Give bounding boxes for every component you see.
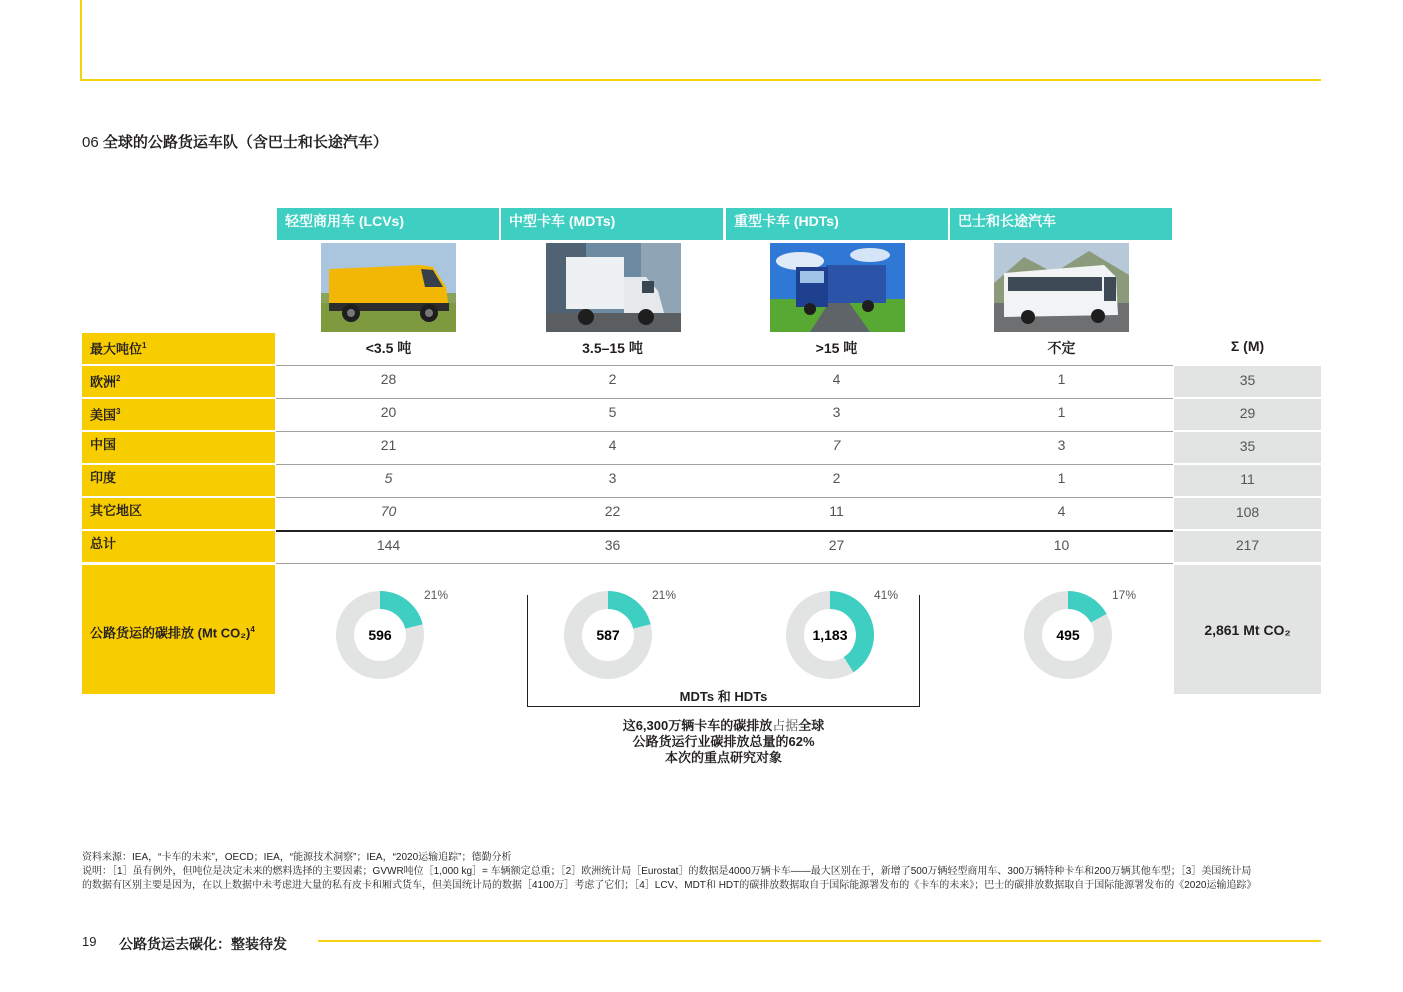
donut-percent-label: 21% — [424, 588, 449, 602]
blue-semi-truck-image — [770, 243, 905, 332]
explanation-note-2: 的数据有区别主要是因为，在以上数据中未考虑进大量的私有皮卡和厢式货车，但美国统计局的数据［4100万］考虑了它们；［4］LCV、MDT和 HDT的碳排放数据取自于国际能源署发布的《卡车的未来》；巴士的碳排放数据取自于国际能源署发布的《2020运输追踪》 — [82, 880, 1257, 891]
footer-title: 公路货运去碳化：整装待发 — [119, 936, 287, 952]
donut-lcv — [330, 585, 460, 685]
cell-usa-lcv: 20 — [380, 404, 397, 420]
donut-percent-label: 21% — [652, 588, 677, 602]
explanation-note-1: 说明：［1］虽有例外，但吨位是决定未来的燃料选择的主要因素；GVWR吨位［1,000 kg］= 车辆额定总重；［2］欧洲统计局［Eurostat］的数据是4000万辆卡车——最大区别在于，新增了500万辆轻型商用车、300万辆特种卡车和200万辆其他车型；［3］美国统计局 — [82, 866, 1252, 877]
donut-percent-label: 17% — [1112, 588, 1137, 602]
row-label-emissions: 公路货运的碳排放 (Mt CO₂)$^4$ — [82, 565, 275, 694]
footnotes — [82, 851, 1312, 893]
source-note: 资料来源：IEA，“卡车的未来”，OECD；IEA，“能源技术洞察”；IEA，“2020运输追踪”；德勤分析 — [82, 852, 512, 863]
donut-bus — [1018, 585, 1148, 685]
row-label-max-tonnage: 最大吨位$^1$ — [82, 333, 275, 364]
cell-europe-lcv: 28 — [380, 371, 397, 387]
cell-total-bus: 10 — [1053, 537, 1070, 553]
cell-europe-mdt: 2 — [608, 371, 617, 387]
yellow-van-image — [321, 243, 456, 332]
donut-value: 1,183 — [812, 627, 848, 643]
tonnage-hdt: >15 吨 — [815, 340, 858, 356]
row-divider — [276, 497, 1173, 498]
cell-china-mdt: 4 — [608, 437, 617, 453]
sum-europe: 35 — [1174, 366, 1321, 397]
category-header-lcv: 轻型商用车 (LCVs) — [277, 208, 499, 240]
tonnage-mdt: 3.5–15 吨 — [582, 340, 643, 356]
row-label-europe: 欧洲$^2$ — [82, 366, 275, 397]
row-label-total: 总计 — [82, 531, 275, 562]
cell-other-lcv: 70 — [380, 503, 397, 519]
cell-india-lcv: 5 — [384, 470, 393, 486]
sum-india: 11 — [1174, 465, 1321, 496]
cell-europe-hdt: 4 — [832, 371, 841, 387]
category-header-bus: 巴士和长途汽车 — [950, 208, 1172, 240]
sum-total: 217 — [1174, 531, 1321, 562]
emissions-total: 2,861 Mt CO₂ — [1174, 565, 1321, 694]
white-box-truck-image — [546, 243, 681, 332]
row-label-india: 印度 — [82, 465, 275, 496]
cell-total-mdt: 36 — [604, 537, 621, 553]
total-divider — [276, 530, 1173, 532]
cell-total-lcv: 144 — [376, 537, 401, 553]
row-label-china: 中国 — [82, 432, 275, 463]
donut-value: 596 — [368, 627, 392, 643]
tonnage-lcv: <3.5 吨 — [365, 340, 412, 356]
figure-title — [82, 131, 388, 152]
figure-title-text: 全球的公路货运车队（含巴士和长途汽车） — [102, 134, 388, 151]
cell-usa-bus: 1 — [1057, 404, 1066, 420]
bracket-label: MDTs 和 HDTs — [679, 689, 768, 704]
donut-mdt — [558, 585, 688, 685]
row-label-usa: 美国$^3$ — [82, 399, 275, 430]
white-coach-bus-image — [994, 243, 1129, 332]
donut-hdt — [780, 585, 910, 685]
cell-usa-hdt: 3 — [832, 404, 841, 420]
cell-india-bus: 1 — [1057, 470, 1066, 486]
top-vertical-rule — [80, 0, 82, 80]
cell-china-lcv: 21 — [380, 437, 397, 453]
callout-text: 这6,300万辆卡车的碳排放占据全球 公路货运行业碳排放总量的62% 本次的重点研究对象 — [622, 718, 825, 765]
cell-europe-bus: 1 — [1057, 371, 1066, 387]
cell-other-hdt: 11 — [829, 503, 844, 519]
top-horizontal-rule — [80, 79, 1321, 81]
row-divider — [276, 464, 1173, 465]
category-header-hdt: 重型卡车 (HDTs) — [726, 208, 948, 240]
cell-total-hdt: 27 — [828, 537, 845, 553]
footer-rule — [318, 940, 1321, 942]
cell-other-mdt: 22 — [604, 503, 621, 519]
cell-india-hdt: 2 — [832, 470, 841, 486]
cell-usa-mdt: 5 — [608, 404, 617, 420]
cell-china-bus: 3 — [1057, 437, 1066, 453]
donut-value: 495 — [1056, 627, 1080, 643]
category-header-mdt: 中型卡车 (MDTs) — [501, 208, 723, 240]
cell-other-bus: 4 — [1057, 503, 1066, 519]
page-number: 19 — [82, 934, 97, 949]
sum-other: 108 — [1174, 498, 1321, 529]
sum-china: 35 — [1174, 432, 1321, 463]
donut-value: 587 — [596, 627, 620, 643]
tonnage-bus: 不定 — [1047, 340, 1076, 356]
row-divider — [276, 398, 1173, 399]
cell-china-hdt: 7 — [832, 437, 841, 453]
row-divider — [276, 365, 1173, 366]
sum-header: Σ (M) — [1230, 338, 1265, 354]
figure-number: 06 — [82, 134, 99, 151]
row-label-other: 其它地区 — [82, 498, 275, 529]
sum-usa: 29 — [1174, 399, 1321, 430]
row-divider — [276, 563, 1173, 564]
donut-percent-label: 41% — [874, 588, 899, 602]
cell-india-mdt: 3 — [608, 470, 617, 486]
row-divider — [276, 431, 1173, 432]
